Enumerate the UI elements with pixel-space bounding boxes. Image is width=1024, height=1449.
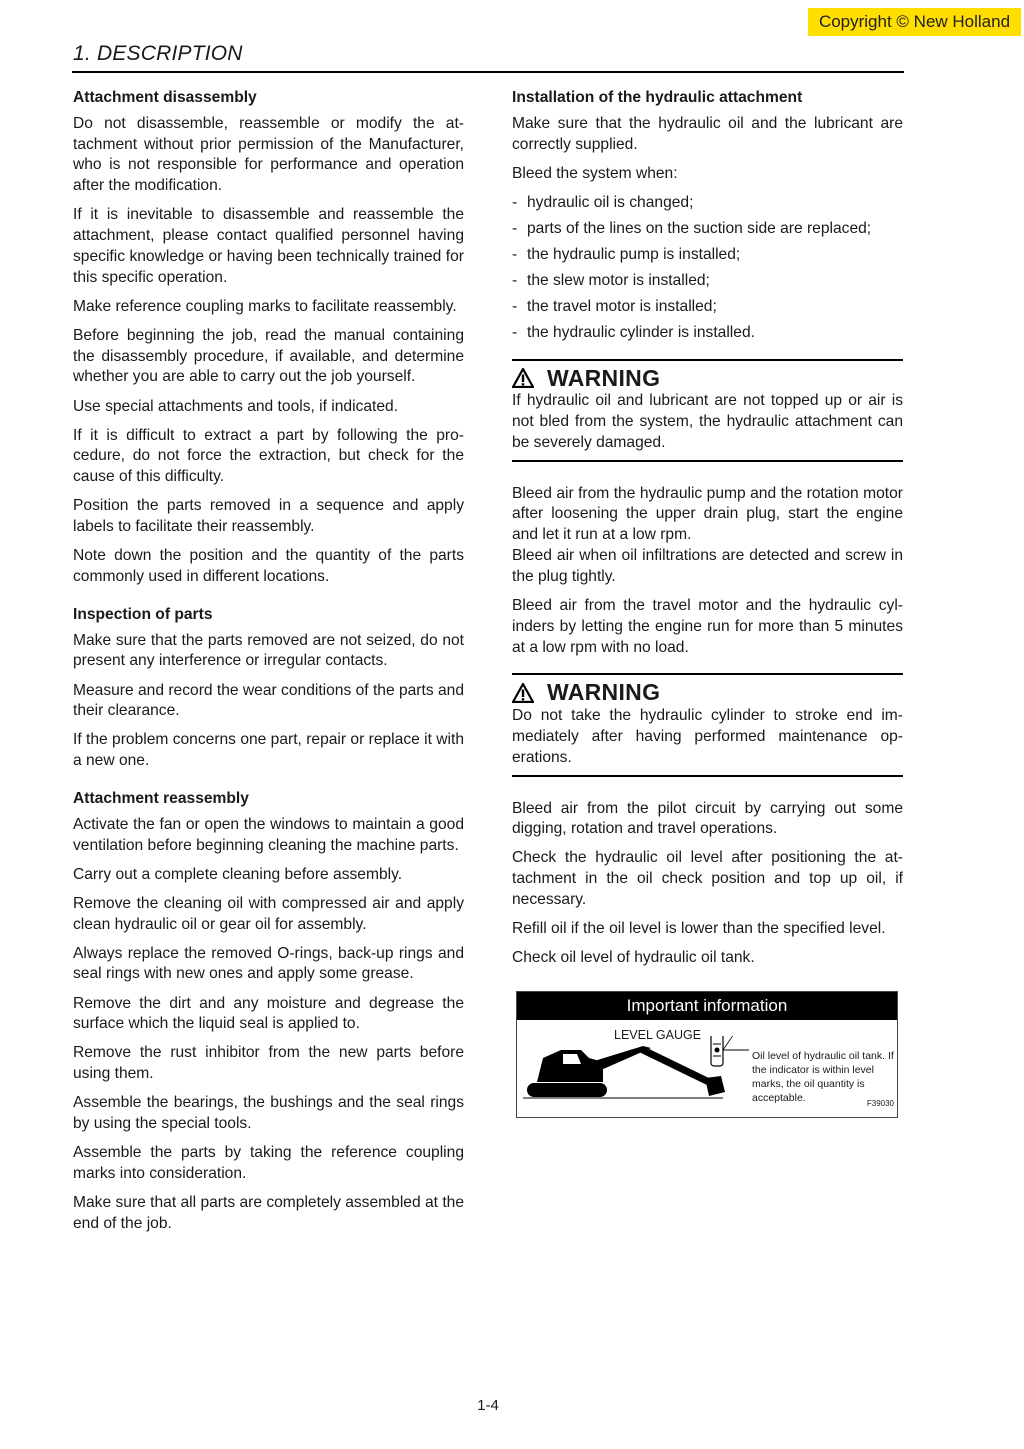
left-column: [73, 88, 464, 1243]
disassembly-heading: Attachment disassembly: [73, 89, 257, 106]
page-number: 1-4: [477, 1397, 499, 1414]
installation-intro: Make sure that the hydraulic oil and the lubricant are correctly supplied.: [512, 114, 903, 153]
warning-text: Do not take the hydraulic cylinder to stroke end immediately after having performed maintenance operations.: [512, 707, 903, 766]
reassembly-paragraph: Always replace the removed O-rings, back-up rings and seal rings with new ones and apply some grease.: [73, 944, 464, 983]
warning-title: WARNING: [547, 364, 661, 391]
info-box-title: Important information: [517, 992, 897, 1020]
warning-header: [512, 679, 903, 706]
warning-triangle-icon: [512, 368, 534, 388]
installation-heading: Installation of the hydraulic attachment: [512, 89, 803, 106]
closing-paragraph: Refill oil if the oil level is lower than the specified level.: [512, 920, 886, 938]
inspection-paragraph: If the problem concerns one part, repair or replace it with a new one.: [73, 731, 464, 770]
copyright-banner: Copyright © New Holland: [808, 8, 1021, 36]
closing-paragraph: Check the hydraulic oil level after positioning the attachment in the oil check position and top up oil, if necessary.: [512, 849, 903, 909]
bleed-conditions-list: [512, 193, 903, 344]
level-gauge-label: LEVEL GAUGE: [614, 1028, 702, 1043]
list-item: - hydraulic oil is changed;: [512, 193, 903, 214]
closing-paragraph: Bleed air from the pilot circuit by carrying out some digging, rotation and travel operations.: [512, 799, 903, 838]
warning-triangle-icon: [512, 683, 534, 703]
disassembly-paragraph: Position the parts removed in a sequence and apply labels to facilitate their reassembly.: [73, 497, 464, 536]
important-information-box: [516, 991, 898, 1118]
reassembly-paragraph: Remove the rust inhibitor from the new parts before using them.: [73, 1044, 464, 1083]
warning-text: If hydraulic oil and lubricant are not topped up or air is not bled from the system, the hydraulic attachment can be severely damaged.: [512, 392, 903, 451]
inspection-paragraph: Make sure that the parts removed are not seized, do not present any interference or irregular contacts.: [73, 631, 464, 670]
inspection-paragraph: Measure and record the wear conditions of the parts and their clearance.: [73, 681, 464, 720]
bleed-infiltration-paragraph: Bleed air when oil infiltrations are detected and screw in the plug tightly.: [512, 547, 903, 585]
disassembly-paragraph: Note down the position and the quantity of the parts commonly used in different locations.: [73, 547, 464, 586]
bleed-when-text: Bleed the system when:: [512, 164, 678, 182]
disassembly-paragraph: Before beginning the job, read the manual containing the disassembly procedure, if available, and determine whether you are able to carry out the job yourself.: [73, 326, 464, 386]
reassembly-paragraph: Remove the cleaning oil with compressed air and apply clean hydraulic oil or gear oil for assembly.: [73, 894, 464, 933]
header-rule: [72, 71, 904, 73]
disassembly-paragraph: If it is difficult to extract a part by following the procedure, do not force the extraction, but check for the cause of this difficulty.: [73, 426, 464, 486]
warning-box-cylinder: [512, 673, 903, 776]
reassembly-heading: Attachment reassembly: [73, 789, 249, 807]
disassembly-paragraph: Do not disassemble, reassemble or modify the attachment without prior permission of the Manufacturer, who is not responsible for performance and operation after the modification.: [73, 114, 464, 195]
warning-header: [512, 364, 903, 391]
right-column: [512, 88, 903, 1118]
figure-code: F39030: [866, 1099, 894, 1109]
disassembly-paragraph: If it is inevitable to disassemble and reassemble the attachment, please contact qualified personnel having specific knowledge or having been technically trained for this specific operation.: [73, 206, 464, 286]
bleed-pump-paragraph: Bleed air from the hydraulic pump and the rotation motor after loosening the upper drain plug, start the engine and let it run at a low rpm.: [512, 484, 903, 544]
list-item: - the slew motor is installed;: [512, 271, 903, 292]
bleed-travel-paragraph: Bleed air from the travel motor and the hydraulic cylinders by letting the engine run for more than 5 minutes at a low rpm with no load.: [512, 596, 903, 656]
oil-level-note: Oil level of hydraulic oil tank. If the indicator is within level marks, the oil quantity is acceptable.: [752, 1050, 894, 1105]
inspection-heading: Inspection of parts: [73, 605, 213, 623]
reassembly-paragraph: Make sure that all parts are completely assembled at the end of the job.: [73, 1194, 464, 1232]
list-item: - parts of the lines on the suction side are replaced;: [512, 219, 903, 240]
list-item: - the hydraulic pump is installed;: [512, 245, 903, 266]
reassembly-paragraph: Assemble the parts by taking the reference coupling marks into consideration.: [73, 1144, 464, 1183]
reassembly-paragraph: Activate the fan or open the windows to maintain a good ventilation before beginning cleaning the machine parts.: [73, 815, 464, 854]
reassembly-paragraph: Remove the dirt and any moisture and degrease the surface which the liquid seal is applied to.: [73, 994, 464, 1033]
closing-paragraph: Check oil level of hydraulic oil tank.: [512, 949, 755, 967]
disassembly-paragraph: Make reference coupling marks to facilitate reassembly.: [73, 297, 457, 315]
list-item: - the hydraulic cylinder is installed.: [512, 323, 903, 344]
section-title: 1. DESCRIPTION: [73, 42, 243, 65]
warning-box-oil: [512, 359, 903, 462]
disassembly-paragraph: Use special attachments and tools, if indicated.: [73, 397, 399, 415]
reassembly-paragraph: Carry out a complete cleaning before assembly.: [73, 865, 403, 883]
list-item: - the travel motor is installed;: [512, 297, 903, 318]
reassembly-paragraph: Assemble the bearings, the bushings and the seal rings by using the special tools.: [73, 1094, 464, 1133]
warning-title: WARNING: [547, 679, 661, 706]
